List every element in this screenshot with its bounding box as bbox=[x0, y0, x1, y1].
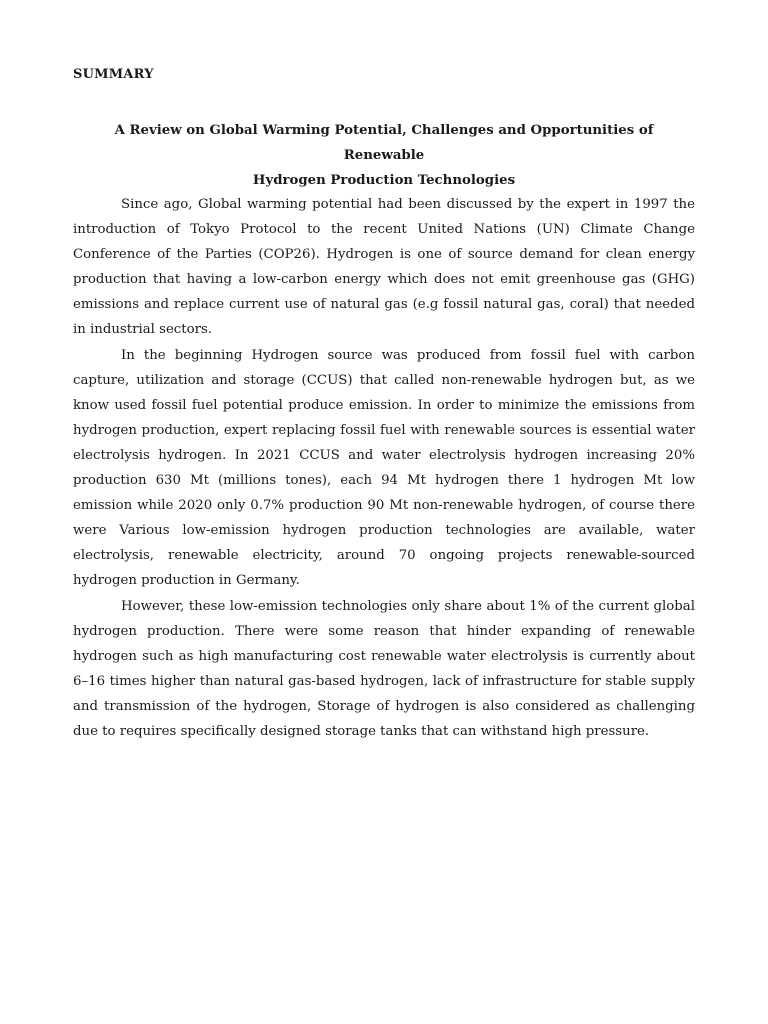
summary-heading: SUMMARY bbox=[73, 67, 154, 82]
paragraph-1: Since ago, Global warming potential had been discussed by the expert in 1997 the introduction of Tokyo Protocol to the recent United Nations (UN) Climate Change Conference of the Parties (COP26). Hydrogen is one of source demand for clean energy production that having a low-carbon energy which does not emit greenhouse gas (GHG) emissions and replace current use of natural gas (e.g fossil natural gas, coral) that needed in industrial sectors. bbox=[73, 197, 695, 338]
title-line-1: A Review on Global Warming Potential, Challenges and Opportunities of Renewable bbox=[114, 123, 654, 163]
document-title bbox=[73, 118, 695, 193]
body-text bbox=[73, 192, 695, 744]
paragraph-2: In the beginning Hydrogen source was produced from fossil fuel with carbon capture, utilization and storage (CCUS) that called non-renewable hydrogen but, as we know used fossil fuel potential produce emission. In order to minimize the emissions from hydrogen production, expert replacing fossil fuel with renewable sources is essential water electrolysis hydrogen. In 2021 CCUS and water electrolysis hydrogen increasing 20% production 630 Mt (millions tones), each 94 Mt hydrogen there 1 hydrogen Mt low emission while 2020 only 0.7% production 90 Mt non-renewable hydrogen, of course there were Various low-emission hydrogen production technologies are available, water electrolysis, renewable electricity, around 70 ongoing projects renewable-sourced hydrogen production in Germany. bbox=[73, 347, 695, 589]
title-line-2: Hydrogen Production Technologies bbox=[252, 173, 516, 188]
paragraph-3: However, these low-emission technologies only share about 1% of the current global hydrogen production. There were some reason that hinder expanding of renewable hydrogen such as high manufacturing cost renewable water electrolysis is currently about 6–16 times higher than natural gas-based hydrogen, lack of infrastructure for stable supply and transmission of the hydrogen, Storage of hydrogen is also considered as challenging due to requires specifically designed storage tanks that can withstand high pressure. bbox=[73, 598, 695, 739]
